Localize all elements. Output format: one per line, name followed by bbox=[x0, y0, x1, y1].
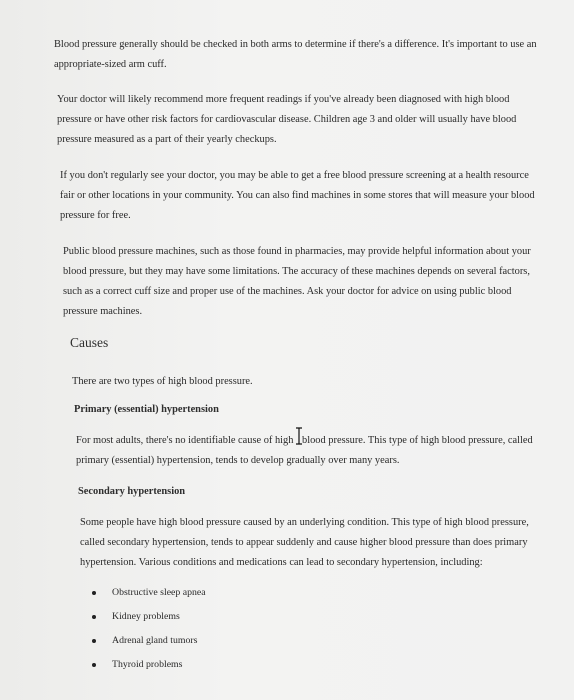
paragraph-primary-text-end: blood pressure. This type of high blood pressure, called primary (essential) hypertension, tends to develop gradually over many years. bbox=[76, 435, 533, 466]
list-item-label: Kidney problems bbox=[112, 611, 180, 622]
paragraph-arm-check: Blood pressure generally should be checked in both arms to determine if there's a difference. It's important to use an appropriate-sized arm cuff. bbox=[54, 39, 537, 70]
paragraph-frequent-readings: Your doctor will likely recommend more frequent readings if you've already been diagnosed with high blood pressure or have other risk factors for cardiovascular disease. Children age 3 and older will usually have blood pressure measured as a part of their yearly checkups. bbox=[57, 94, 517, 145]
list-item bbox=[92, 633, 206, 657]
paragraph-primary-text-start: For most adults, there's no identifiable cause of high bbox=[76, 435, 297, 446]
paragraph-primary[interactable] bbox=[76, 431, 542, 471]
paragraph-free-screening: If you don't regularly see your doctor, you may be able to get a free blood pressure screening at a health resource fair or other locations in your community. You can also find machines in some stores that will measure your blood pressure for free. bbox=[60, 170, 535, 221]
paragraph-secondary: Some people have high blood pressure caused by an underlying condition. This type of high blood pressure, called secondary hypertension, tends to appear suddenly and cause higher blood pressure than does primary hypertension. Various conditions and medications can lead to secondary hypertension, including: bbox=[80, 517, 529, 568]
bullet-icon bbox=[92, 663, 96, 667]
primary-hypertension-heading: Primary (essential) hypertension bbox=[74, 404, 219, 415]
bullet-icon bbox=[92, 615, 96, 619]
secondary-hypertension-heading: Secondary hypertension bbox=[78, 486, 186, 497]
list-item bbox=[92, 657, 206, 681]
bullet-icon bbox=[92, 639, 96, 643]
causes-heading: Causes bbox=[70, 335, 109, 350]
list-item-label: Obstructive sleep apnea bbox=[112, 587, 206, 598]
paragraph-public-machines: Public blood pressure machines, such as those found in pharmacies, may provide helpful information about your blood pressure, but they may have some limitations. The accuracy of these machines depends on several factors, such as a correct cuff size and proper use of the machines. Ask your doctor for advice on using public blood pressure machines. bbox=[63, 246, 531, 317]
list-item bbox=[92, 609, 206, 633]
list-item-label: Thyroid problems bbox=[112, 659, 183, 670]
paragraph-two-types: There are two types of high blood pressure. bbox=[72, 376, 253, 387]
bullet-icon bbox=[92, 591, 96, 595]
conditions-list bbox=[92, 585, 206, 681]
text-cursor-icon bbox=[296, 433, 302, 445]
list-item-label: Adrenal gland tumors bbox=[112, 635, 198, 646]
list-item bbox=[92, 585, 206, 609]
